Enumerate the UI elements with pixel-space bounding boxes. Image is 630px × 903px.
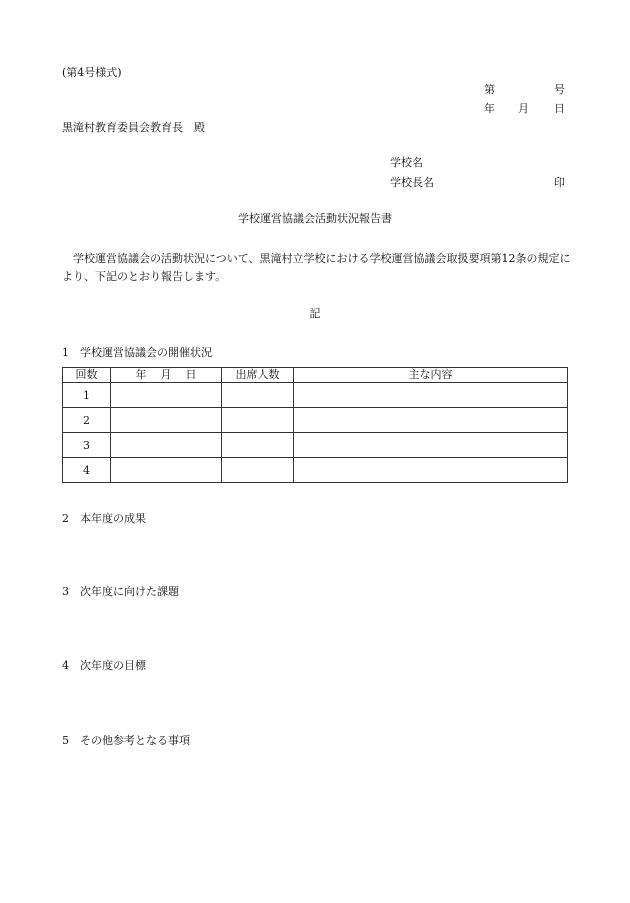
cell-attendees[interactable] bbox=[222, 458, 294, 483]
section-4-heading: 4 次年度の目標 bbox=[62, 659, 146, 672]
row-count: 3 bbox=[63, 433, 111, 458]
section-2-heading: 2 本年度の成果 bbox=[62, 512, 146, 525]
row-count: 1 bbox=[63, 383, 111, 408]
header-date-day: 日 bbox=[185, 368, 197, 381]
cell-content[interactable] bbox=[294, 408, 568, 433]
cell-date[interactable] bbox=[111, 433, 222, 458]
cell-content[interactable] bbox=[294, 383, 568, 408]
table-row bbox=[63, 408, 568, 433]
row-count: 4 bbox=[63, 458, 111, 483]
cell-attendees[interactable] bbox=[222, 433, 294, 458]
section-5-heading: 5 その他参考となる事項 bbox=[62, 734, 190, 747]
row-count: 2 bbox=[63, 408, 111, 433]
header-date-month: 月 bbox=[160, 368, 172, 381]
header-content: 主な内容 bbox=[294, 368, 568, 383]
date-year-label: 年 bbox=[484, 102, 495, 115]
report-body-text: 学校運営協議会の活動状況について、黒滝村立学校における学校運営協議会取扱要項第12条の規定により、下記のとおり報告します。 bbox=[62, 252, 571, 283]
header-attendees: 出席人数 bbox=[222, 368, 294, 383]
cell-content[interactable] bbox=[294, 458, 568, 483]
cell-attendees[interactable] bbox=[222, 383, 294, 408]
table-header-row bbox=[63, 368, 568, 383]
table-row bbox=[63, 458, 568, 483]
date-month-label: 月 bbox=[518, 102, 529, 115]
form-number: (第4号様式) bbox=[62, 66, 122, 79]
table-row bbox=[63, 433, 568, 458]
school-name-label: 学校名 bbox=[390, 156, 423, 169]
seal-label: 印 bbox=[554, 176, 565, 189]
document-number-suffix: 号 bbox=[554, 83, 565, 96]
header-date-year: 年 bbox=[135, 368, 147, 381]
cell-date[interactable] bbox=[111, 408, 222, 433]
date-day-label: 日 bbox=[554, 102, 565, 115]
document-title: 学校運営協議会活動状況報告書 bbox=[238, 212, 392, 225]
principal-name-label: 学校長名 bbox=[390, 176, 434, 189]
ki-heading: 記 bbox=[309, 307, 321, 320]
cell-date[interactable] bbox=[111, 383, 222, 408]
document-number-prefix: 第 bbox=[484, 83, 495, 96]
section-1-heading: 1 学校運営協議会の開催状況 bbox=[62, 346, 212, 359]
table-row bbox=[63, 383, 568, 408]
cell-attendees[interactable] bbox=[222, 408, 294, 433]
addressee: 黒滝村教育委員会教育長 殿 bbox=[62, 121, 205, 134]
cell-content[interactable] bbox=[294, 433, 568, 458]
header-count: 回数 bbox=[63, 368, 111, 383]
header-date bbox=[111, 368, 222, 383]
meeting-status-table bbox=[62, 367, 568, 483]
cell-date[interactable] bbox=[111, 458, 222, 483]
section-3-heading: 3 次年度に向けた課題 bbox=[62, 585, 179, 598]
